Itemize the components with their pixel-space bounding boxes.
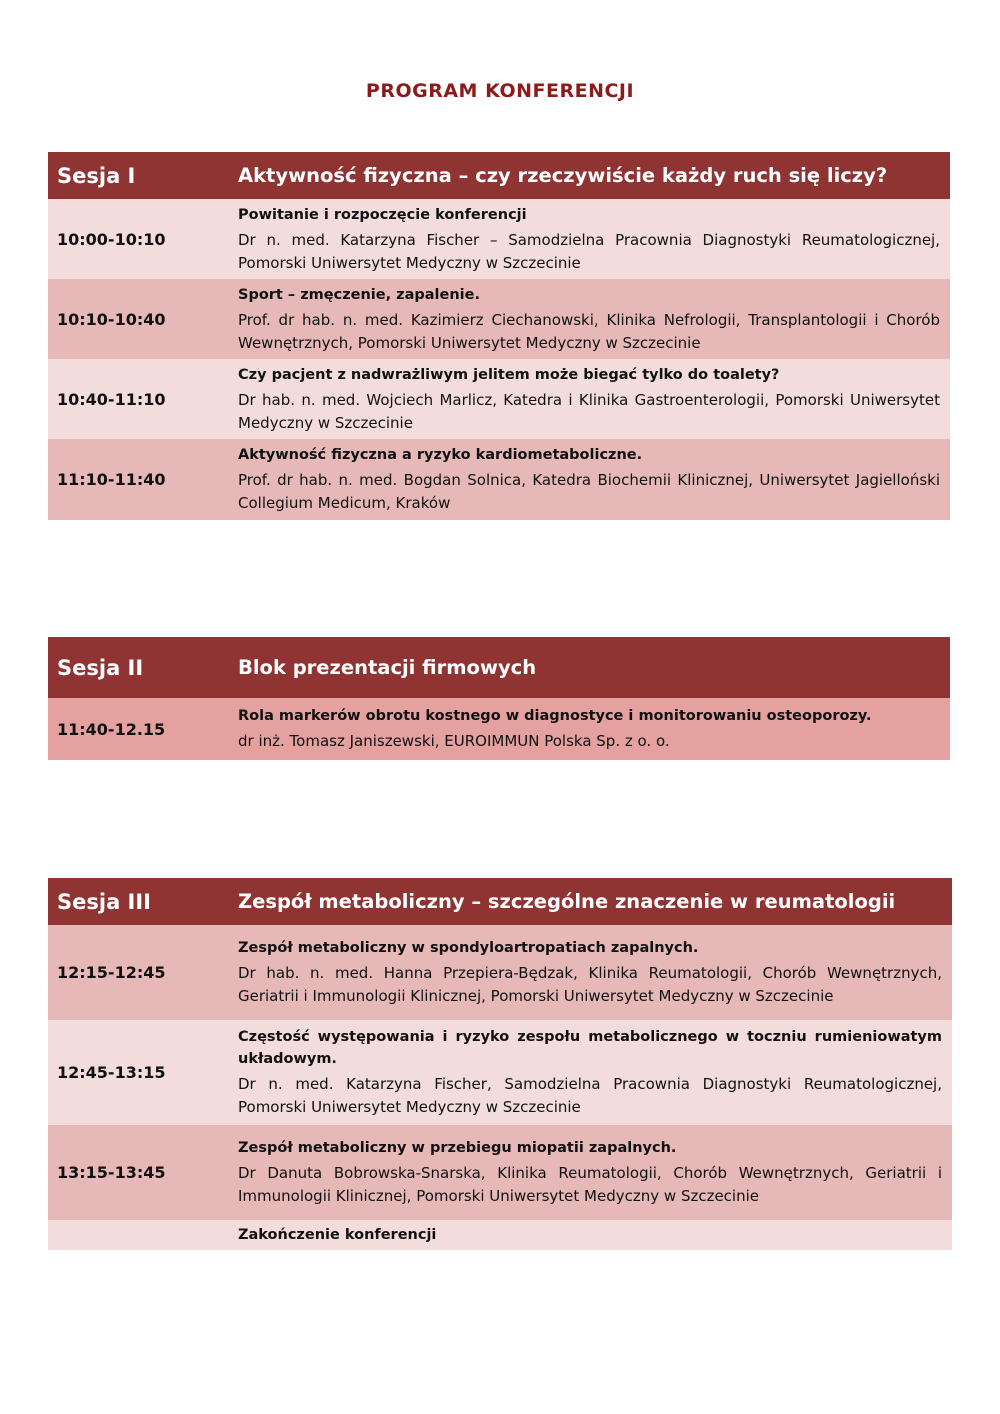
talk-speaker: Dr n. med. Katarzyna Fischer – Samodzielna Pracownia Diagnostyki Reumatologicznej, Pomorski Uniwersytet Medyczny w Szczecinie [238, 230, 940, 272]
talk-speaker: Prof. dr hab. n. med. Kazimierz Ciechanowski, Klinika Nefrologii, Transplantologii i Chorób Wewnętrznych, Pomorski Uniwersytet Medyczny w Szczecinie [238, 310, 940, 352]
program-row [48, 279, 950, 359]
time-slot: 11:10-11:40 [57, 470, 166, 489]
talk-speaker: Dr Danuta Bobrowska-Snarska, Klinika Reumatologii, Chorób Wewnętrznych, Geriatrii i Immunologii Klinicznej, Pomorski Uniwersytet Medyczny w Szczecinie [238, 1164, 942, 1205]
talk-details [238, 937, 952, 1008]
session-theme: Blok prezentacji firmowych [238, 656, 537, 679]
talk-details [238, 364, 950, 435]
program-row [48, 1020, 952, 1125]
program-row [48, 439, 950, 520]
talk-details [238, 1137, 952, 1208]
session-header [48, 637, 950, 698]
talk-title: Częstość występowania i ryzyko zespołu metabolicznego w toczniu rumieniowatym układowym. [238, 1029, 942, 1067]
program-row [48, 1125, 952, 1220]
talk-details [238, 705, 950, 753]
talk-title: Zespół metaboliczny w spondyloartropatiach zapalnych. [238, 940, 699, 956]
session-header [48, 152, 950, 199]
talk-title: Rola markerów obrotu kostnego w diagnostyce i monitorowaniu osteoporozy. [238, 708, 872, 724]
session-3 [48, 878, 952, 1250]
talk-details [238, 1026, 952, 1119]
talk-title: Aktywność fizyczna a ryzyko kardiometaboliczne. [238, 447, 643, 463]
session-header [48, 878, 952, 925]
talk-speaker: Dr hab. n. med. Wojciech Marlicz, Katedra i Klinika Gastroenterologii, Pomorski Uniwersytet Medyczny w Szczecinie [238, 390, 940, 432]
talk-title: Sport – zmęczenie, zapalenie. [238, 286, 480, 303]
page-title: PROGRAM KONFERENCJI [365, 80, 635, 102]
talk-title: Czy pacjent z nadwrażliwym jelitem może biegać tylko do toalety? [238, 366, 780, 383]
program-row [48, 1220, 952, 1250]
program-row [48, 199, 950, 279]
time-slot: 12:45-13:15 [57, 1063, 166, 1082]
session-2 [48, 637, 950, 760]
time-slot: 13:15-13:45 [57, 1163, 166, 1182]
talk-title: Zespół metaboliczny w przebiegu miopatii zapalnych. [238, 1140, 677, 1156]
time-slot: 10:00-10:10 [57, 229, 166, 249]
time-slot: 10:40-11:10 [57, 389, 166, 409]
talk-title: Zakończenie konferencji [238, 1227, 437, 1243]
session-theme: Zespół metaboliczny – szczególne znaczenie w reumatologii [238, 890, 896, 913]
session-label: Sesja I [57, 163, 136, 188]
talk-details [238, 444, 950, 515]
program-row [48, 925, 952, 1020]
time-slot: 10:10-10:40 [57, 309, 166, 329]
talk-details [238, 1224, 952, 1246]
session-1 [48, 152, 950, 520]
talk-details [238, 204, 950, 275]
talk-speaker: Dr n. med. Katarzyna Fischer, Samodzielna Pracownia Diagnostyki Reumatologicznej, Pomorski Uniwersytet Medyczny w Szczecinie [238, 1075, 942, 1116]
time-slot: 11:40-12.15 [57, 719, 166, 739]
talk-speaker: dr inż. Tomasz Janiszewski, EUROIMMUN Polska Sp. z o. o. [238, 732, 670, 750]
talk-details [238, 284, 950, 355]
talk-title: Powitanie i rozpoczęcie konferencji [238, 206, 527, 223]
time-slot: 12:15-12:45 [57, 963, 166, 982]
program-row [48, 359, 950, 439]
session-label: Sesja II [57, 655, 144, 680]
talk-speaker: Dr hab. n. med. Hanna Przepiera-Będzak, Klinika Reumatologii, Chorób Wewnętrznych, Geriatrii i Immunologii Klinicznej, Pomorski Uniwersytet Medyczny w Szczecinie [238, 964, 942, 1005]
talk-speaker: Prof. dr hab. n. med. Bogdan Solnica, Katedra Biochemii Klinicznej, Uniwersytet Jagielloński Collegium Medicum, Kraków [238, 471, 940, 512]
program-row [48, 698, 950, 760]
session-label: Sesja III [57, 889, 151, 914]
session-theme: Aktywność fizyczna – czy rzeczywiście każdy ruch się liczy? [238, 164, 888, 187]
